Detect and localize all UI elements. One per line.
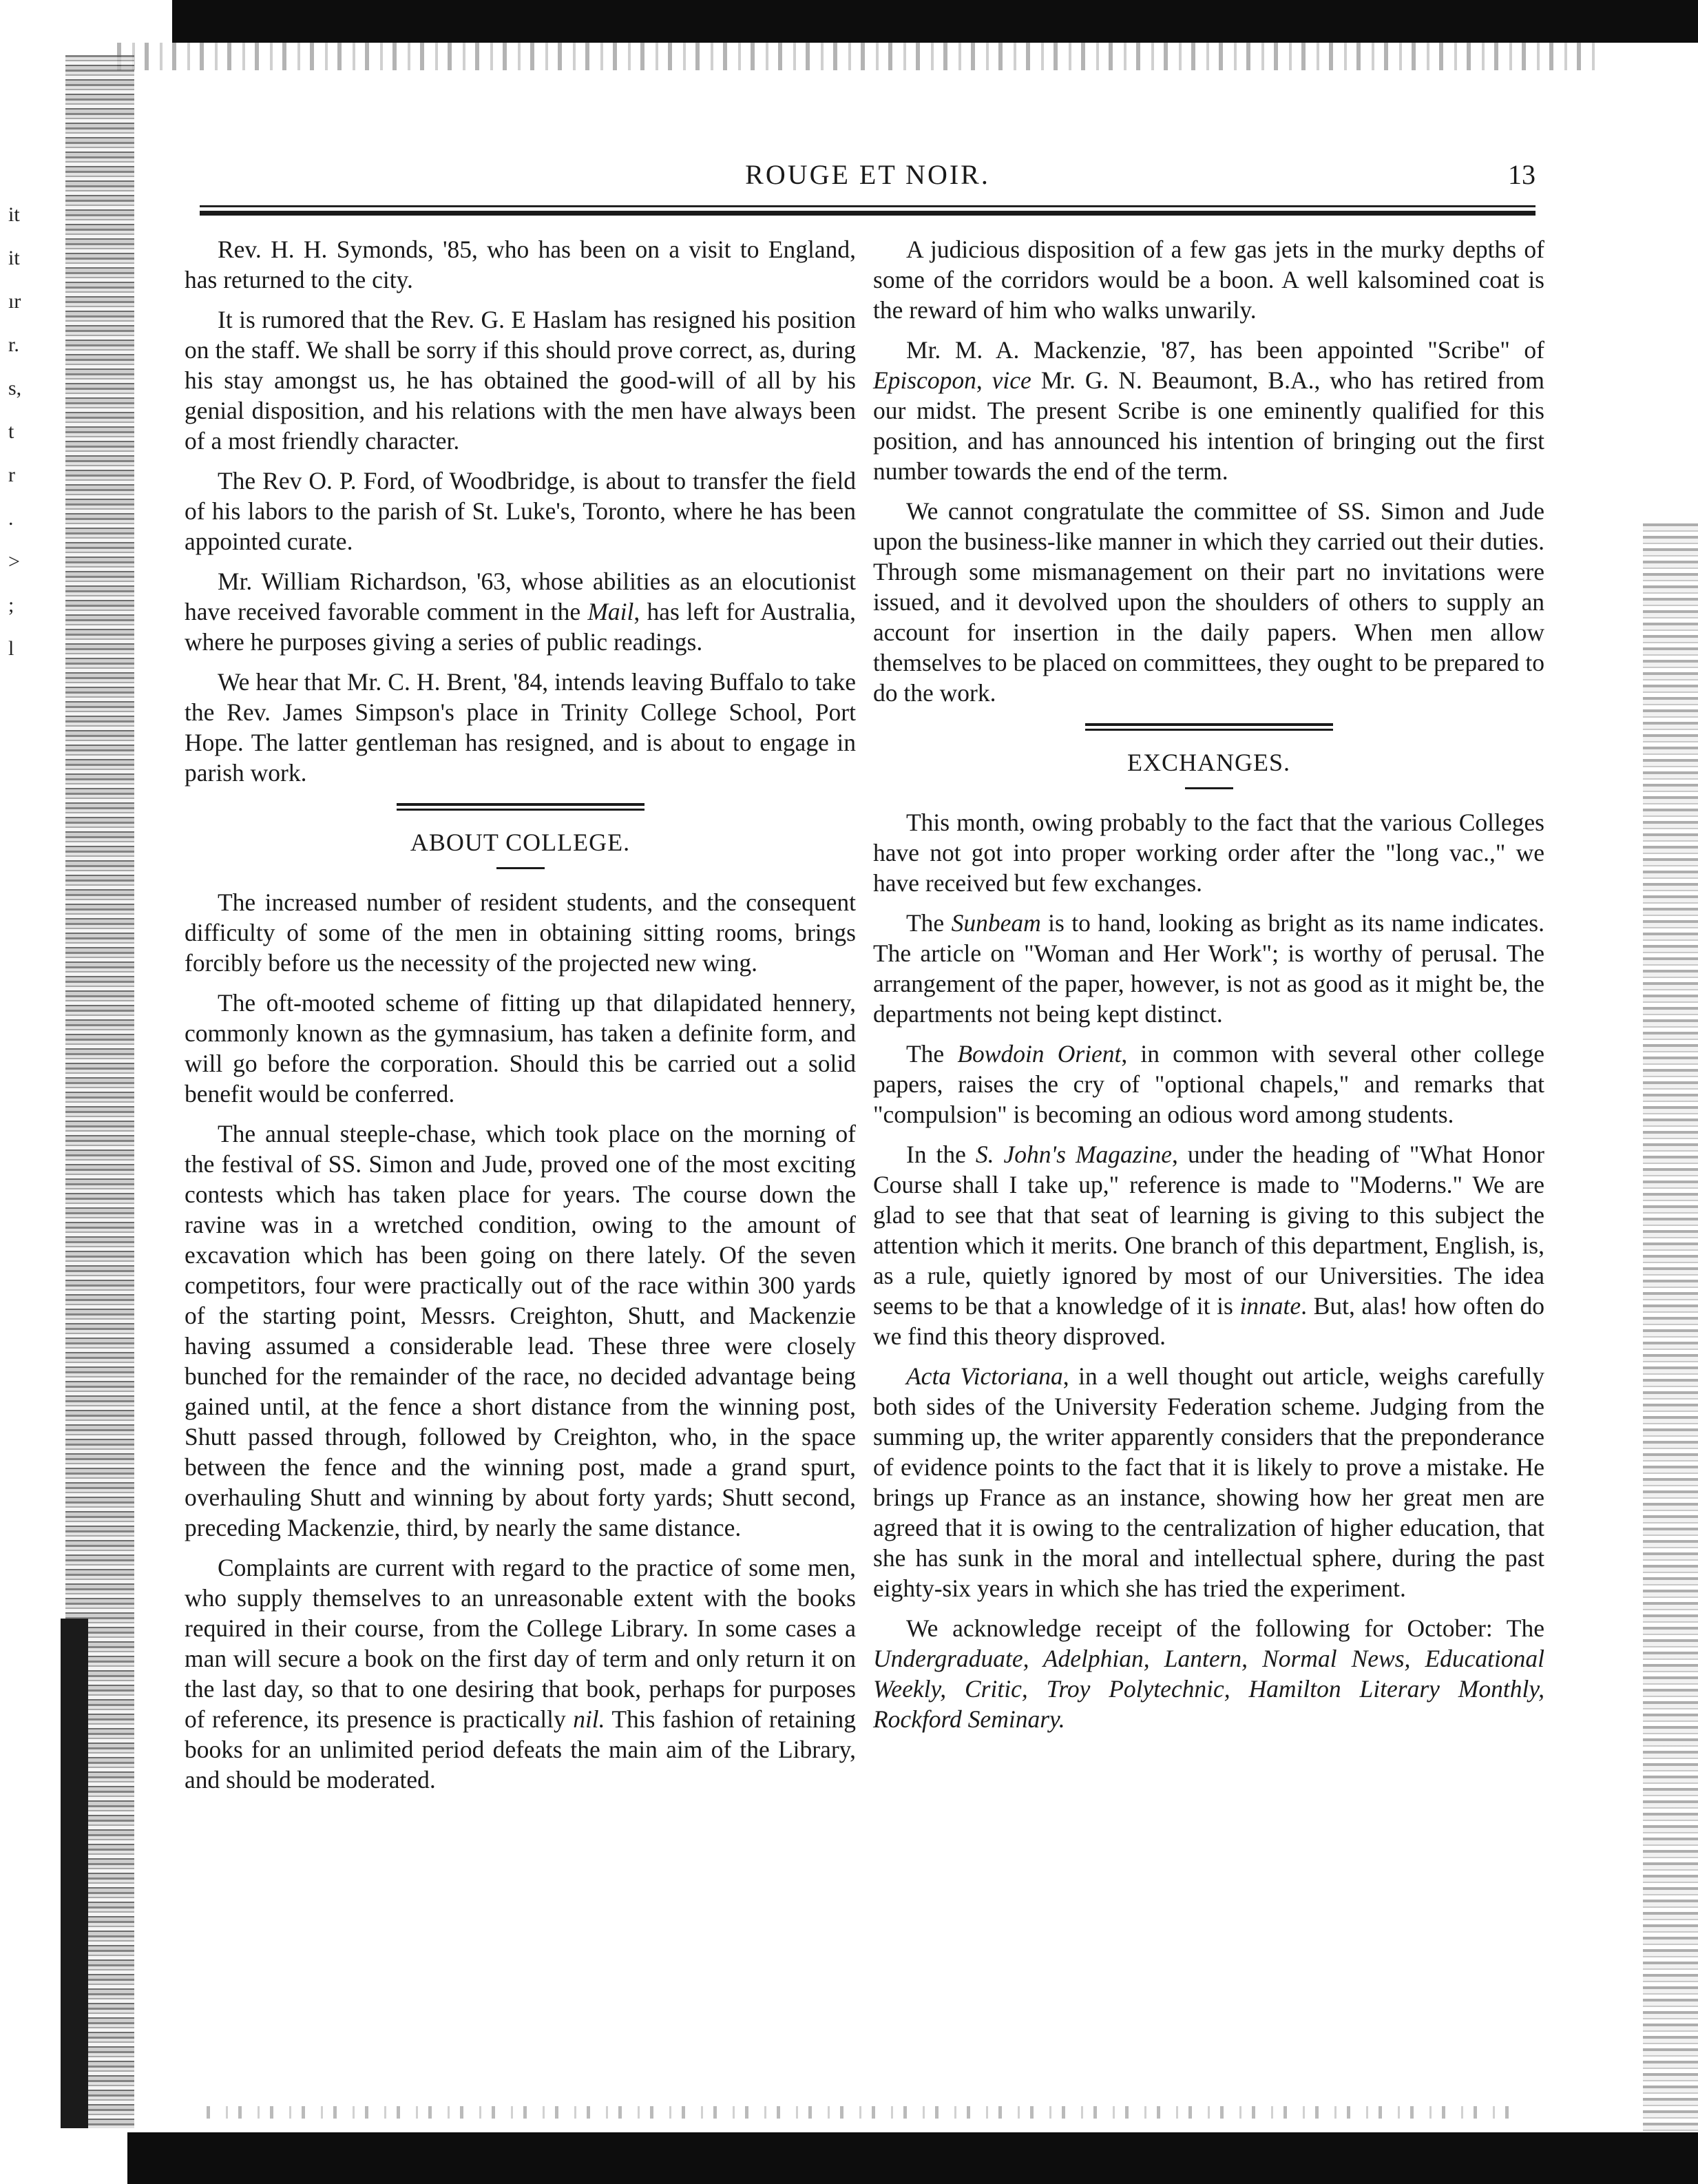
left-column [185, 234, 856, 1805]
text-run: , [976, 366, 992, 394]
margin-fragment: l [8, 637, 14, 660]
section-heading-exchanges: EXCHANGES. [1126, 749, 1290, 776]
italic-word: nil. [573, 1705, 605, 1733]
margin-text-fragments [8, 193, 56, 670]
text-run: is to hand, looking as bright as its name indicates. The article on "Woman and Her Work"; is worthy of perusal. The arrangement of the paper, however, is not as good as it might be, the departments not being kept distinct. [873, 909, 1544, 1028]
text-run: , under the heading of "What Honor Course shall I take up," reference is made to "Moderns." We are glad to see that that seat of learning is giving to this subject the attention which it merits. One branch of this department, English, is, as a rule, quietly ignored by most of our Universities. The idea seems to be that a knowledge of it is [873, 1141, 1544, 1320]
text-run: , in a well thought out article, weighs carefully both sides of the University Federation scheme. Judging from the summing up, the writer apparently considers that the preponderance of evidence points to the fact that it is likely to prove a mistake. He brings up France as an instance, showing how her great men are agreed that it is owing to the centralization of higher education, that she has sunk in the moral and intellectual sphere, during the past eighty-six years in which she has tried the experiment. [873, 1362, 1544, 1602]
paragraph [185, 1552, 856, 1795]
scan-top-border [172, 0, 1698, 43]
paragraph: We hear that Mr. C. H. Brent, '84, intends leaving Buffalo to take the Rev. James Simpson's place in Trinity College School, Port Hope. The latter gentleman has resigned, and is about to engage in parish work. [185, 668, 856, 787]
italic-title: Sunbeam [951, 909, 1041, 937]
scan-bottom-noise [207, 2106, 1515, 2119]
margin-fragment: > [8, 550, 20, 573]
paragraph [873, 1361, 1544, 1603]
margin-fragment: ; [8, 594, 14, 616]
italic-title: Episcopon [873, 366, 976, 394]
text-run: Complaints are current with regard to the practice of some men, who supply themselves to an unreasonable extent with the books required in their course, from the College Library. In some cases a man will secure a book on the first day of term and only return it on the last day, so that to one desiring that book, perhaps for purposes of reference, its presence is practically [185, 1554, 856, 1733]
text-run: Mr. M. A. Mackenzie, '87, has been appointed "Scribe" of [906, 336, 1544, 364]
page-header [200, 158, 1535, 200]
italic-word: vice [992, 366, 1031, 394]
paragraph: The Rev O. P. Ford, of Woodbridge, is about to transfer the field of his labors to the parish of St. Luke's, Toronto, where he has been appointed curate. [185, 467, 856, 555]
text-run: We acknowledge receipt of the following for October: The [906, 1614, 1544, 1642]
section-heading-block [873, 723, 1544, 789]
paragraph: The oft-mooted scheme of fitting up that dilapidated hennery, commonly known as the gymnasium, has taken a definite form, and will go before the corporation. Should this be carried out a solid benefit would be conferred. [185, 989, 856, 1107]
paragraph [873, 908, 1544, 1029]
margin-fragment: it [8, 247, 20, 269]
section-heading-about-college: ABOUT COLLEGE. [410, 829, 631, 856]
scan-right-edge [1643, 523, 1698, 2135]
running-title: ROUGE ET NOIR. [745, 159, 990, 190]
section-rule [397, 803, 644, 811]
paragraph [873, 1039, 1544, 1130]
italic-word: innate [1239, 1292, 1301, 1320]
header-rule-thin [200, 205, 1535, 207]
section-short-rule [1185, 787, 1233, 789]
paragraph [185, 566, 856, 657]
right-column [873, 234, 1544, 1744]
text-run: , in common with several other college papers, raises the cry of "optional chapels," and remarks that "compulsion" is becoming an odious word among students. [873, 1040, 1544, 1128]
section-heading-block [185, 803, 856, 869]
section-short-rule [496, 867, 545, 869]
margin-fragment: r [8, 464, 15, 486]
text-run: This fashion of retaining books for an unlimited period defeats the main aim of the Library, and should be moderated. [185, 1705, 856, 1793]
margin-fragment: ır [8, 290, 21, 313]
paragraph: This month, owing probably to the fact that the various Colleges have not got into proper working order after the "long vac.," we have received but few exchanges. [873, 809, 1544, 897]
text-run: The [906, 1040, 958, 1068]
italic-title-list: Undergraduate, Adelphian, Lantern, Normal News, Educational Weekly, Critic, Troy Polytechnic, Hamilton Literary Monthly, Rockford Seminary. [873, 1645, 1544, 1733]
text-run: The [906, 909, 952, 937]
section-rule [1085, 723, 1333, 731]
paragraph [873, 335, 1544, 486]
margin-fragment: r. [8, 333, 19, 356]
italic-title: Mail [587, 598, 634, 625]
paragraph: Rev. H. H. Symonds, '85, who has been on a visit to England, has returned to the city. [185, 236, 856, 293]
paragraph [873, 1139, 1544, 1351]
margin-fragment: s, [8, 377, 22, 399]
page-number: 13 [1508, 159, 1535, 190]
paragraph: A judicious disposition of a few gas jets in the murky depths of some of the corridors would be a boon. A well kalsomined coat is the reward of him who walks unwarily. [873, 236, 1544, 324]
margin-fragment: . [8, 507, 14, 530]
text-run: Mr. William Richardson, '63, whose abilities as an elocutionist have received favorable comment in the [185, 568, 856, 625]
paragraph: We cannot congratulate the committee of SS. Simon and Jude upon the business-like manner in which they carried out their duties. Through some mismanagement on their part no invitations were issued, and it devolved upon the shoulders of others to supply an account for insertion in the daily papers. When men allow themselves to be placed on committees, they ought to be prepared to do the work. [873, 497, 1544, 707]
text-run: In the [906, 1141, 976, 1168]
paragraph: It is rumored that the Rev. G. E Haslam has resigned his position on the staff. We shall be sorry if this should prove correct, as, during his stay amongst us, he has obtained the good-will of all by his genial disposition, and his relations with the men have always been of a most friendly character. [185, 306, 856, 455]
paragraph: The increased number of resident students, and the consequent difficulty of some of the men in obtaining sitting rooms, brings forcibly before us the necessity of the projected new wing. [185, 888, 856, 977]
text-run: Mr. G. N. Beaumont, B.A., who has retired from our midst. The present Scribe is one eminently qualified for this position, and has announced his intention of bringing out the first number towards the end of the term. [873, 366, 1544, 485]
paragraph [873, 1613, 1544, 1734]
header-rule-thick [200, 211, 1535, 216]
italic-title: S. John's Magazine [975, 1141, 1172, 1168]
text-run: . But, alas! how often do we find this theory disproved. [873, 1292, 1544, 1350]
italic-title: Acta Victoriana [906, 1362, 1063, 1390]
margin-fragment: t [8, 420, 14, 443]
scan-left-shadow [61, 1619, 88, 2128]
text-run: , has left for Australia, where he purposes giving a series of public readings. [185, 598, 857, 656]
scan-bottom-border [127, 2132, 1698, 2184]
margin-fragment: it [8, 203, 20, 226]
scan-top-noise [117, 43, 1597, 70]
italic-title: Bowdoin Orient [957, 1040, 1122, 1068]
paragraph: The annual steeple-chase, which took place on the morning of the festival of SS. Simon and Jude, proved one of the most exciting contests which has taken place for years. The course down the ravine was in a wretched condition, owing to the amount of excavation which has been going on there lately. Of the seven competitors, four were practically out of the race within 300 yards of the starting point, Messrs. Creighton, Shutt, and Mackenzie having assumed a considerable lead. These three were closely bunched for the remainder of the race, no decided advantage being gained until, at the fence a short distance from the winning post, Shutt passed through, followed by Creighton, who, in the space between the fence and the winning post, made a grand spurt, overhauling Shutt and winning by about forty yards; Shutt second, preceding Mackenzie, third, by nearly the same distance. [185, 1120, 856, 1541]
